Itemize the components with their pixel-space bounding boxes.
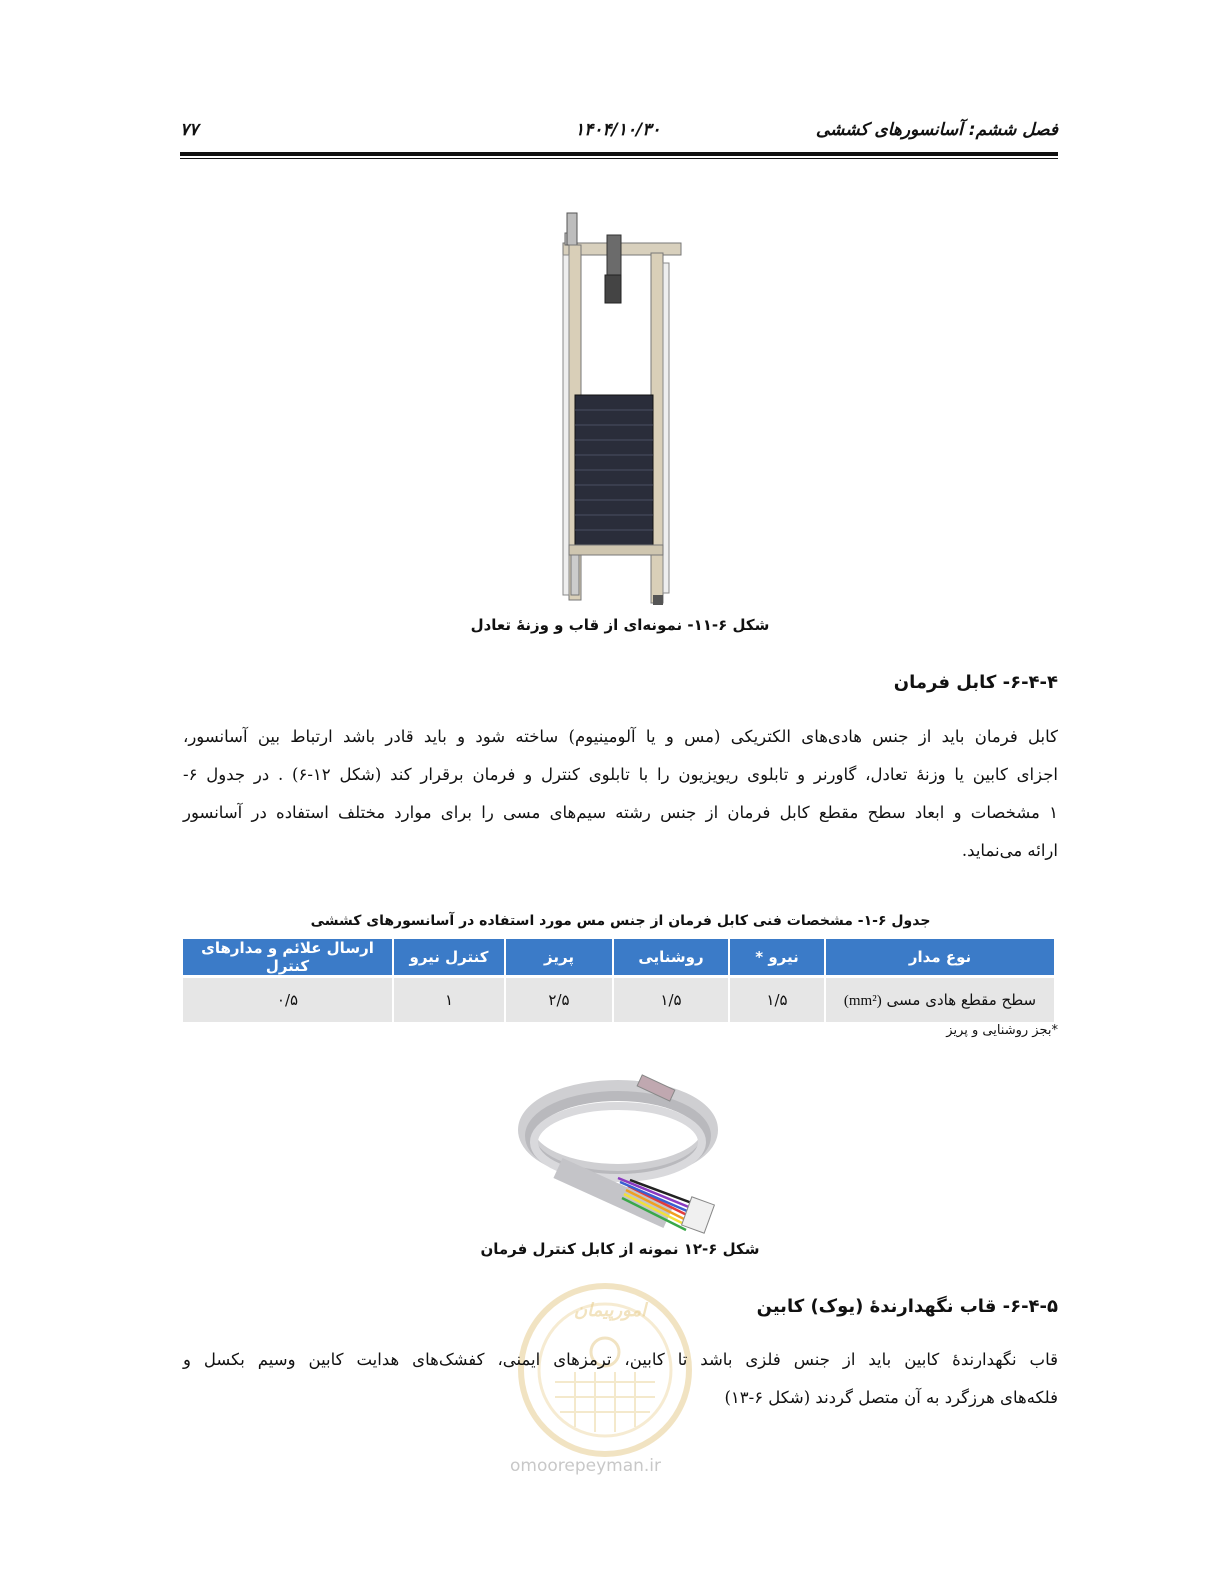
table-cell: ۰/۵ <box>183 977 393 1023</box>
section-heading-car-frame: ۶-۴-۵- قاب نگهدارندهٔ (یوک) کابین <box>756 1296 1058 1317</box>
figure1-caption: شکل ۶-۱۱- نمونه‌ای از قاب و وزنهٔ تعادل <box>470 616 770 634</box>
table-footnote: *بجز روشنایی و پریز <box>946 1023 1058 1038</box>
table-header-row <box>183 939 1054 977</box>
chapter-title: فصل ششم: آسانسورهای کششی <box>815 120 1058 140</box>
page-number: ۷۷ <box>180 120 199 140</box>
control-cable-image <box>518 1068 718 1236</box>
paragraph-line: کابل فرمان باید از جنس هادی‌های الکتریکی (مس و یا آلومینیوم) ساخته شود و باید قادر باشد ارتباط بین آسانسور، <box>183 727 1058 746</box>
table-cell: ۱ <box>393 977 505 1023</box>
paragraph-line: ارائه می‌نماید. <box>961 841 1058 860</box>
paragraph-line: اجزای کابین یا وزنهٔ تعادل، گاورنر و تابلوی ریویزیون را با تابلوی کنترل و فرمان برقرار کند (شکل ۱۲-۶) . در جدول ۶- <box>183 765 1058 784</box>
table-cell: ۱/۵ <box>729 977 825 1023</box>
row-label-unit: (mm²) <box>843 992 882 1009</box>
header-rule <box>180 152 1058 156</box>
watermark-url: omoorepeyman.ir <box>510 1456 662 1476</box>
table-caption: جدول ۶-۱- مشخصات فنی کابل فرمان از جنس مس مورد استفاده در آسانسورهای کششی <box>310 913 931 929</box>
table-header-cell: روشنایی <box>613 939 729 977</box>
page-header <box>180 120 1058 150</box>
counterweight-frame-image <box>555 205 685 610</box>
table-cell: ۱/۵ <box>613 977 729 1023</box>
header-date: ۱۴۰۴/۱۰/۳۰ <box>575 120 661 140</box>
table-header-cell: کنترل نیرو <box>393 939 505 977</box>
figure2-caption: شکل ۶-۱۲ نمونه از کابل کنترل فرمان <box>480 1240 760 1258</box>
paragraph-line: قاب نگهدارندهٔ کابین باید از جنس فلزی باشد تا کابین، ترمزهای ایمنی، کفشک‌های هدایت کابین وسیم بکسل و <box>183 1350 1058 1369</box>
table-row <box>183 977 1054 1023</box>
header-rule-thin <box>180 158 1058 159</box>
paragraph-control-cable <box>183 718 1058 870</box>
table-row-label <box>825 977 1054 1023</box>
table-header-cell: پریز <box>505 939 613 977</box>
paragraph-line: ۱ مشخصات و ابعاد سطح مقطع کابل فرمان از جنس رشته سیم‌های مسی را برای موارد مختلف استفاده در آسانسور <box>183 803 1058 822</box>
table-header-cell: ارسال علائم و مدارهای کنترل <box>183 939 393 977</box>
table-header-cell: نیرو * <box>729 939 825 977</box>
cable-spec-table <box>183 939 1054 1022</box>
paragraph-line: فلکه‌های هرزگرد به آن متصل گردند (شکل ۶-۱۳) <box>724 1388 1058 1407</box>
paragraph-car-frame <box>183 1341 1058 1417</box>
section-heading-control-cable: ۶-۴-۴- کابل فرمان <box>893 672 1058 693</box>
table-header-cell: نوع مدار <box>825 939 1054 977</box>
watermark-text: امورپیمان <box>573 1300 647 1321</box>
row-label-text: سطح مقطع هادی مسی <box>886 990 1037 1009</box>
table-cell: ۲/۵ <box>505 977 613 1023</box>
